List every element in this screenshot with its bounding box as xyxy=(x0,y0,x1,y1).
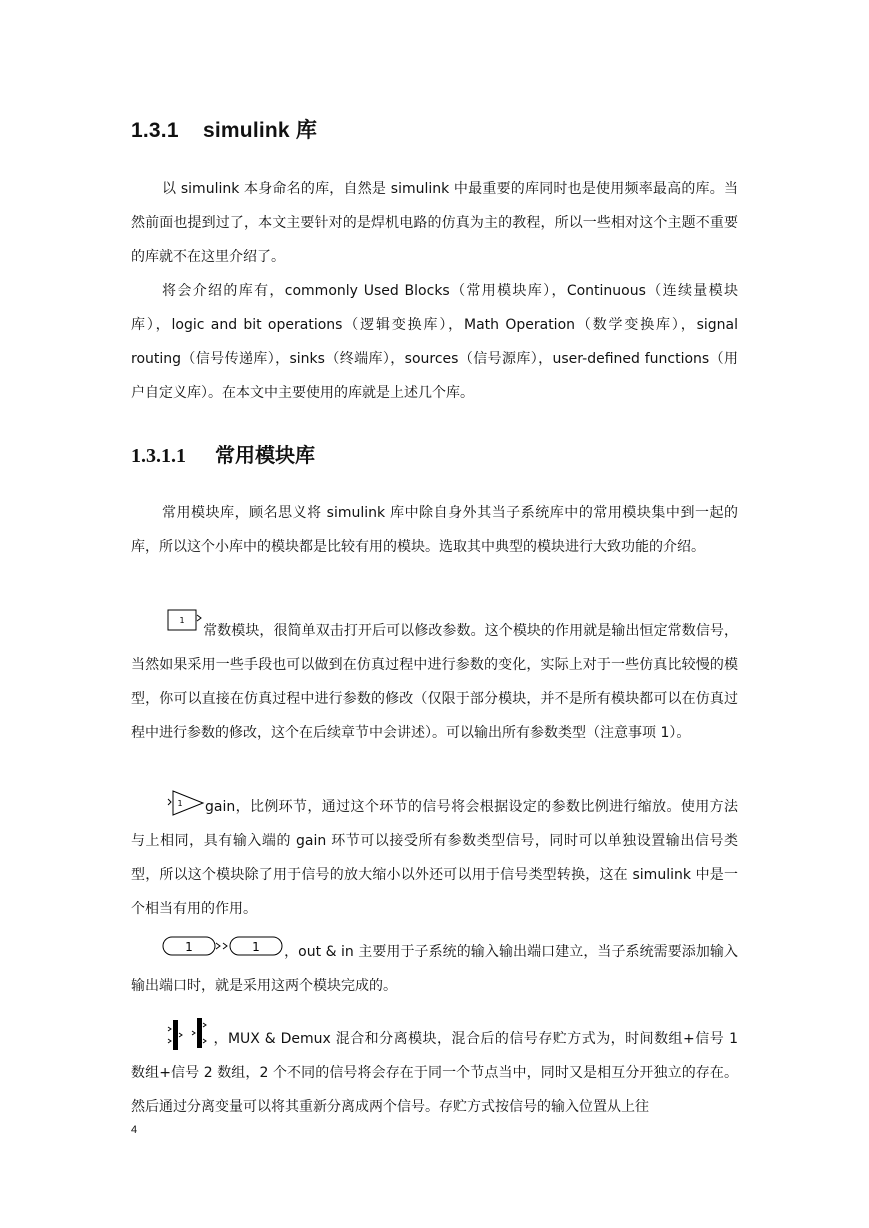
inport-block-icon xyxy=(228,935,284,957)
paragraph-mux-blocks xyxy=(131,1022,738,1124)
paragraph-gain-block xyxy=(131,790,738,926)
inport-block-graphic xyxy=(228,935,284,957)
demux-block-graphic xyxy=(191,1017,213,1049)
gain-block-text: gain，比例环节，通过这个环节的信号将会根据设定的参数比例进行缩放。使用方法与上相同，具有输入端的 gain 环节可以接受所有参数类型信号，同时可以单独设置输出信号类型，所以这个模块除了用于信号的放大缩小以外还可以用于信号类型转换，这在 simulink 中是一个相当有用的作用。 xyxy=(131,799,738,917)
gain-block-graphic xyxy=(167,790,205,816)
constant-block-text: 常数模块，很简单双击打开后可以修改参数。这个模块的作用就是输出恒定常数信号，当然如果采用一些手段也可以做到在仿真过程中进行参数的变化，实际上对于一些仿真比较慢的模型，你可以直接在仿真过程中进行参数的修改（仅限于部分模块，并不是所有模块都可以在仿真过程中进行参数的修改，这个在后续章节中会讲述）。可以输出所有参数类型（注意事项 1）。 xyxy=(131,623,738,741)
section-heading xyxy=(131,114,317,144)
subsection-number: 1.3.1.1 xyxy=(131,445,186,467)
paragraph-constant-block xyxy=(131,614,738,750)
paragraph-outin-blocks xyxy=(131,935,738,1003)
section-title: simulink 库 xyxy=(203,119,318,142)
inport-block-label: 1 xyxy=(252,940,260,954)
constant-block-label: 1 xyxy=(179,616,185,625)
outport-block-graphic xyxy=(162,935,228,957)
paragraph-common-blocks: 常用模块库，顾名思义将 simulink 库中除自身外其当子系统库中的常用模块集中到一起的库，所以这个小库中的模块都是比较有用的模块。选取其中典型的模块进行大致功能的介绍。 xyxy=(131,505,738,555)
mux-block-text: ，MUX & Demux 混合和分离模块，混合后的信号存贮方式为，时间数组+信号 1 数组+信号 2 数组，2 个不同的信号将会存在于同一个节点当中，同时又是相互分开独立的存在。然后通过分离变量可以将其重新分离成两个信号。存贮方式按信号的输入位置从上往 xyxy=(131,1031,738,1115)
mux-block-icon xyxy=(167,1019,185,1051)
subsection-heading xyxy=(131,439,315,468)
demux-block-icon xyxy=(191,1017,213,1049)
gain-block-label: 1 xyxy=(177,799,183,808)
constant-block-icon xyxy=(167,609,203,631)
mux-block-graphic xyxy=(167,1019,185,1051)
paragraph-intro-simulink: 以 simulink 本身命名的库，自然是 simulink 中最重要的库同时也是使用频率最高的库。当然前面也提到过了，本文主要针对的是焊机电路的仿真为主的教程，所以一些相对这个主题不重要的库就不在这里介绍了。 xyxy=(131,181,738,265)
page-number: 4 xyxy=(131,1124,138,1136)
paragraph-library-list: 将会介绍的库有，commonly Used Blocks（常用模块库），Continuous（连续量模块库），logic and bit operations（逻辑变换库），Math Operation（数学变换库），signal routing（信号传递库），sinks（终端库），sources（信号源库），user-defined functions（用户自定义库）。在本文中主要使用的库就是上述几个库。 xyxy=(131,283,738,401)
outport-block-label: 1 xyxy=(185,940,193,954)
gain-block-icon xyxy=(167,790,205,816)
outport-block-icon xyxy=(162,935,228,957)
subsection-title: 常用模块库 xyxy=(215,445,315,467)
constant-block-graphic xyxy=(167,609,203,631)
section-number: 1.3.1 xyxy=(131,119,179,142)
outin-block-text: ，out & in 主要用于子系统的输入输出端口建立，当子系统需要添加输入输出端口时，就是采用这两个模块完成的。 xyxy=(131,944,738,994)
